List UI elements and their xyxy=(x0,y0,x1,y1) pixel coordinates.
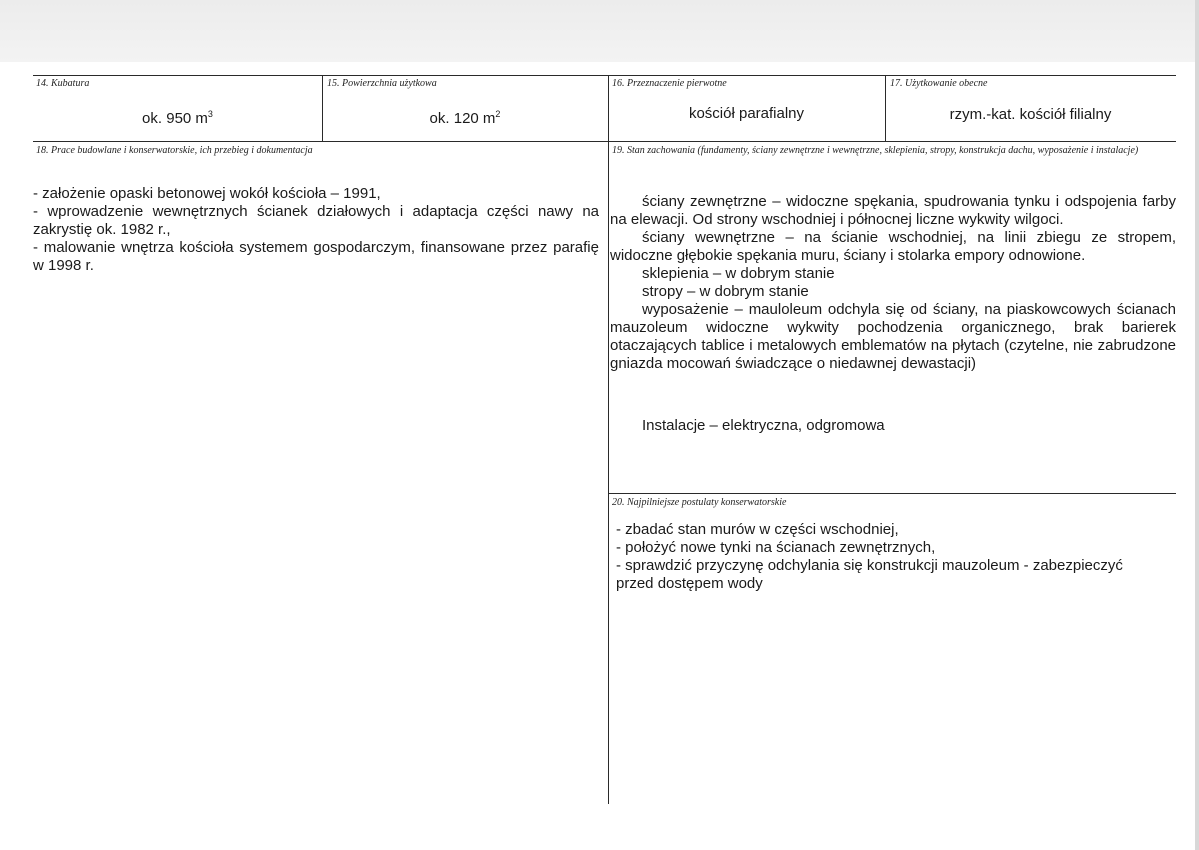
uzytkowanie-caption: 17. Użytkowanie obecne xyxy=(890,78,988,89)
rule-stan-bottom xyxy=(608,493,1176,494)
stan-paragraph: ściany wewnętrzne – na ścianie wschodniej, na linii zbiegu ze stropem, widoczne głębokie spękania muru, ściany i stolarka empory odnowione. xyxy=(610,229,1176,264)
prace-caption: 18. Prace budowlane i konserwatorskie, ich przebieg i dokumentacja xyxy=(36,145,313,156)
stan-paragraph: ściany zewnętrzne – widoczne spękania, spudrowania tynku i odspojenia farby na elewacji. Od strony wschodniej i północnej liczne wykwity wilgoci. xyxy=(610,193,1176,228)
stan-caption: 19. Stan zachowania (fundamenty, ściany zewnętrzne i wewnętrzne, sklepienia, stropy, konstrukcja dachu, wyposażenie i instalacje) xyxy=(612,145,1139,156)
stan-text xyxy=(610,193,1176,373)
prace-list xyxy=(33,185,599,275)
scan-margin-right xyxy=(1195,0,1199,850)
postulaty-item: - sprawdzić przyczynę odchylania się konstrukcji mauzoleum - zabezpieczyć przed dostępem wody xyxy=(616,557,1123,592)
stan-paragraph: sklepienia – w dobrym stanie xyxy=(642,265,835,282)
powierzchnia-caption: 15. Powierzchnia użytkowa xyxy=(327,78,437,89)
powierzchnia-value: ok. 120 $m^2$ xyxy=(429,109,501,127)
uzytkowanie-value: rzym.-kat. kościół filialny xyxy=(949,106,1112,123)
przeznaczenie-value: kościół parafialny xyxy=(688,105,805,122)
stan-paragraph: wyposażenie – mauloleum odchyla się od ściany, na piaskowcowych ścianach mauzoleum widoczne wykwity pochodzenia organicznego, brak barierek otaczających tablice i metalowych emblematów na płytach (czytelne, nie zabrudzone gniazda mocowań świadczące o niedawnej dewastacji) xyxy=(610,301,1176,372)
prace-item: - malowanie wnętrza kościoła systemem gospodarczym, finansowane przez parafię w 1998 r. xyxy=(33,239,599,274)
stan-paragraph: stropy – w dobrym stanie xyxy=(642,283,809,300)
scan-margin-top xyxy=(0,0,1199,62)
prace-item: - wprowadzenie wewnętrznych ścianek działowych i adaptacja części nawy na zakrystię ok. 1982 r., xyxy=(33,203,599,238)
kubatura-value: ok. 950 $m^3$ xyxy=(142,109,213,127)
przeznaczenie-caption: 16. Przeznaczenie pierwotne xyxy=(612,78,727,89)
rule-top xyxy=(33,75,1176,76)
postulaty-list xyxy=(616,521,1156,593)
postulaty-item: - zbadać stan murów w części wschodniej, xyxy=(616,521,899,538)
postulaty-item: - położyć nowe tynki na ścianach zewnętrznych, xyxy=(616,539,936,556)
stan-instalacje: Instalacje – elektryczna, odgromowa xyxy=(642,417,885,434)
rule-row1-bottom xyxy=(33,141,1176,142)
prace-item: - założenie opaski betonowej wokół kościoła – 1991, xyxy=(33,185,381,202)
divider-main xyxy=(608,75,609,804)
kubatura-caption: 14. Kubatura xyxy=(36,78,90,89)
postulaty-caption: 20. Najpilniejsze postulaty konserwatorskie xyxy=(612,497,787,508)
